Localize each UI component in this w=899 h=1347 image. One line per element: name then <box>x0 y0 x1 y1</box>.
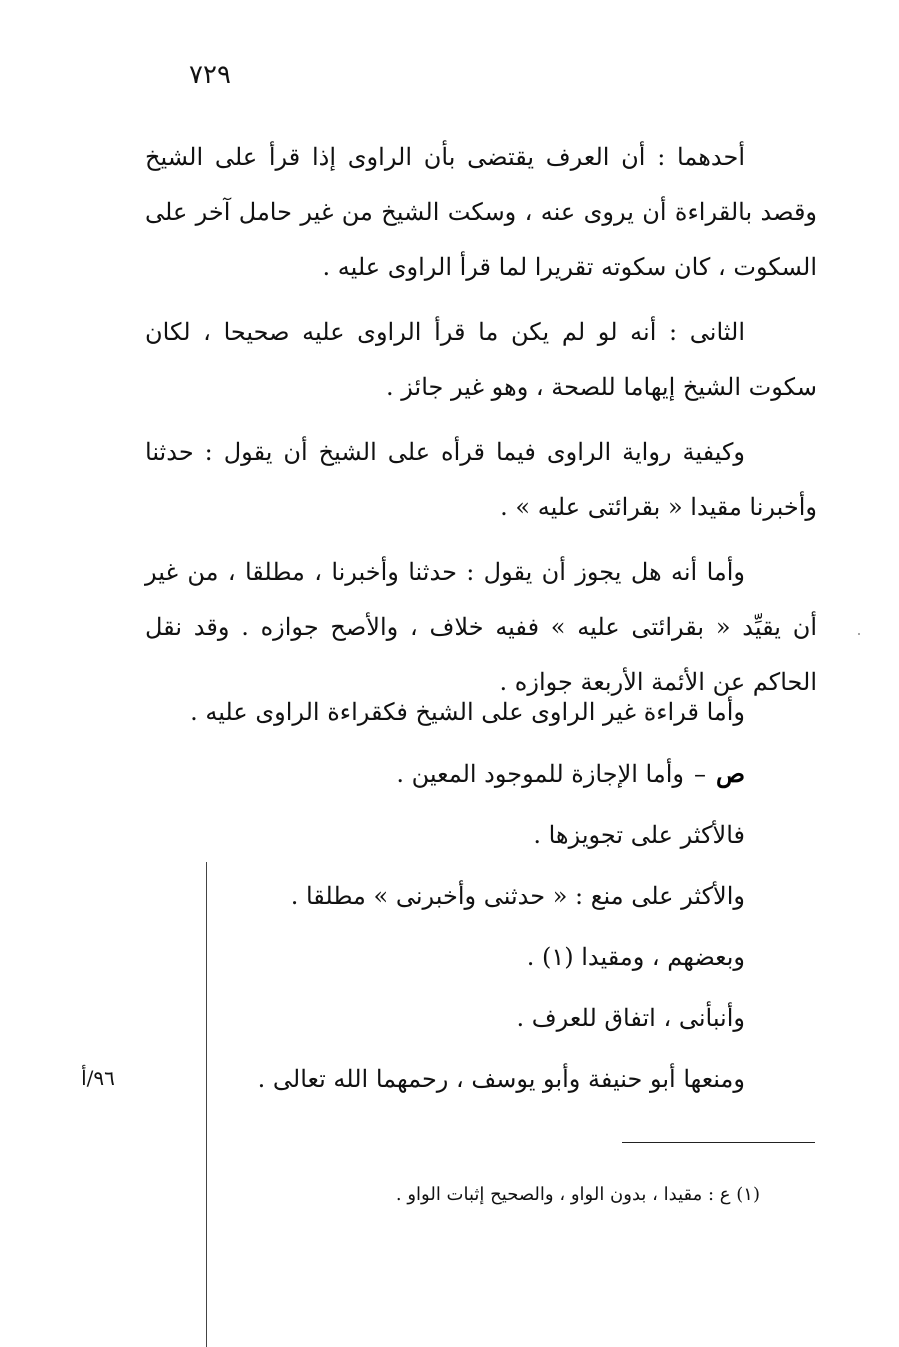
line-ijaza-text: وأما الإجازة للموجود المعين . <box>396 760 684 788</box>
line-other-reader: وأما قراءة غير الراوى على الشيخ فكقراءة الراوى عليه . <box>190 698 745 726</box>
text-lines-block <box>145 682 745 1110</box>
paragraph-second-reason: الثانى : أنه لو لم يكن ما قرأ الراوى عليه صحيحا ، لكان سكوت الشيخ إيهاما للصحة ، وهو غير جائز . <box>145 318 817 401</box>
main-text-block <box>145 130 817 720</box>
manuscript-folio-marker: ٩٦/أ <box>81 1066 115 1090</box>
footnote-separator <box>622 1142 815 1143</box>
sad-marker: ص <box>715 759 745 788</box>
line-some-restricted: وبعضهم ، ومقيدا (١) . <box>526 943 745 971</box>
paragraph-narration-method: وكيفية رواية الراوى فيما قرأه على الشيخ أن يقول : حدثنا وأخبرنا مقيدا « بقرائتى عليه » . <box>145 438 817 521</box>
paragraph-first-reason: أحدهما : أن العرف يقتضى بأن الراوى إذا قرأ على الشيخ وقصد بالقراءة أن يروى عنه ، وسكت الشيخ من غير حامل آخر على السكوت ، كان سكوته تقريرا لما قرأ الراوى عليه . <box>145 143 817 281</box>
page-speck <box>858 633 860 635</box>
line-ijaza-heading <box>145 743 745 805</box>
line-majority-forbid: والأكثر على منع : « حدثنى وأخبرنى » مطلقا . <box>290 882 745 910</box>
line-anbani: وأنبأنى ، اتفاق للعرف . <box>516 1004 745 1032</box>
footnote: (١) ع : مقيدا ، بدون الواو ، والصحيح إثبات الواو . <box>395 1184 760 1205</box>
line-majority-permit: فالأكثر على تجويزها . <box>533 821 745 849</box>
page-number: ٧٢٩ <box>189 60 231 90</box>
dash-separator: – <box>693 760 706 788</box>
line-abu-hanifa: ومنعها أبو حنيفة وأبو يوسف ، رحمهما الله تعالى . <box>257 1065 745 1093</box>
margin-vertical-rule <box>206 862 207 1347</box>
paragraph-unrestricted-usage: وأما أنه هل يجوز أن يقول : حدثنا وأخبرنا ، مطلقا ، من غير أن يقيِّد « بقرائتى عليه » ففيه خلاف ، والأصح جوازه . وقد نقل الحاكم عن الأئمة الأربعة جوازه . <box>145 558 817 696</box>
